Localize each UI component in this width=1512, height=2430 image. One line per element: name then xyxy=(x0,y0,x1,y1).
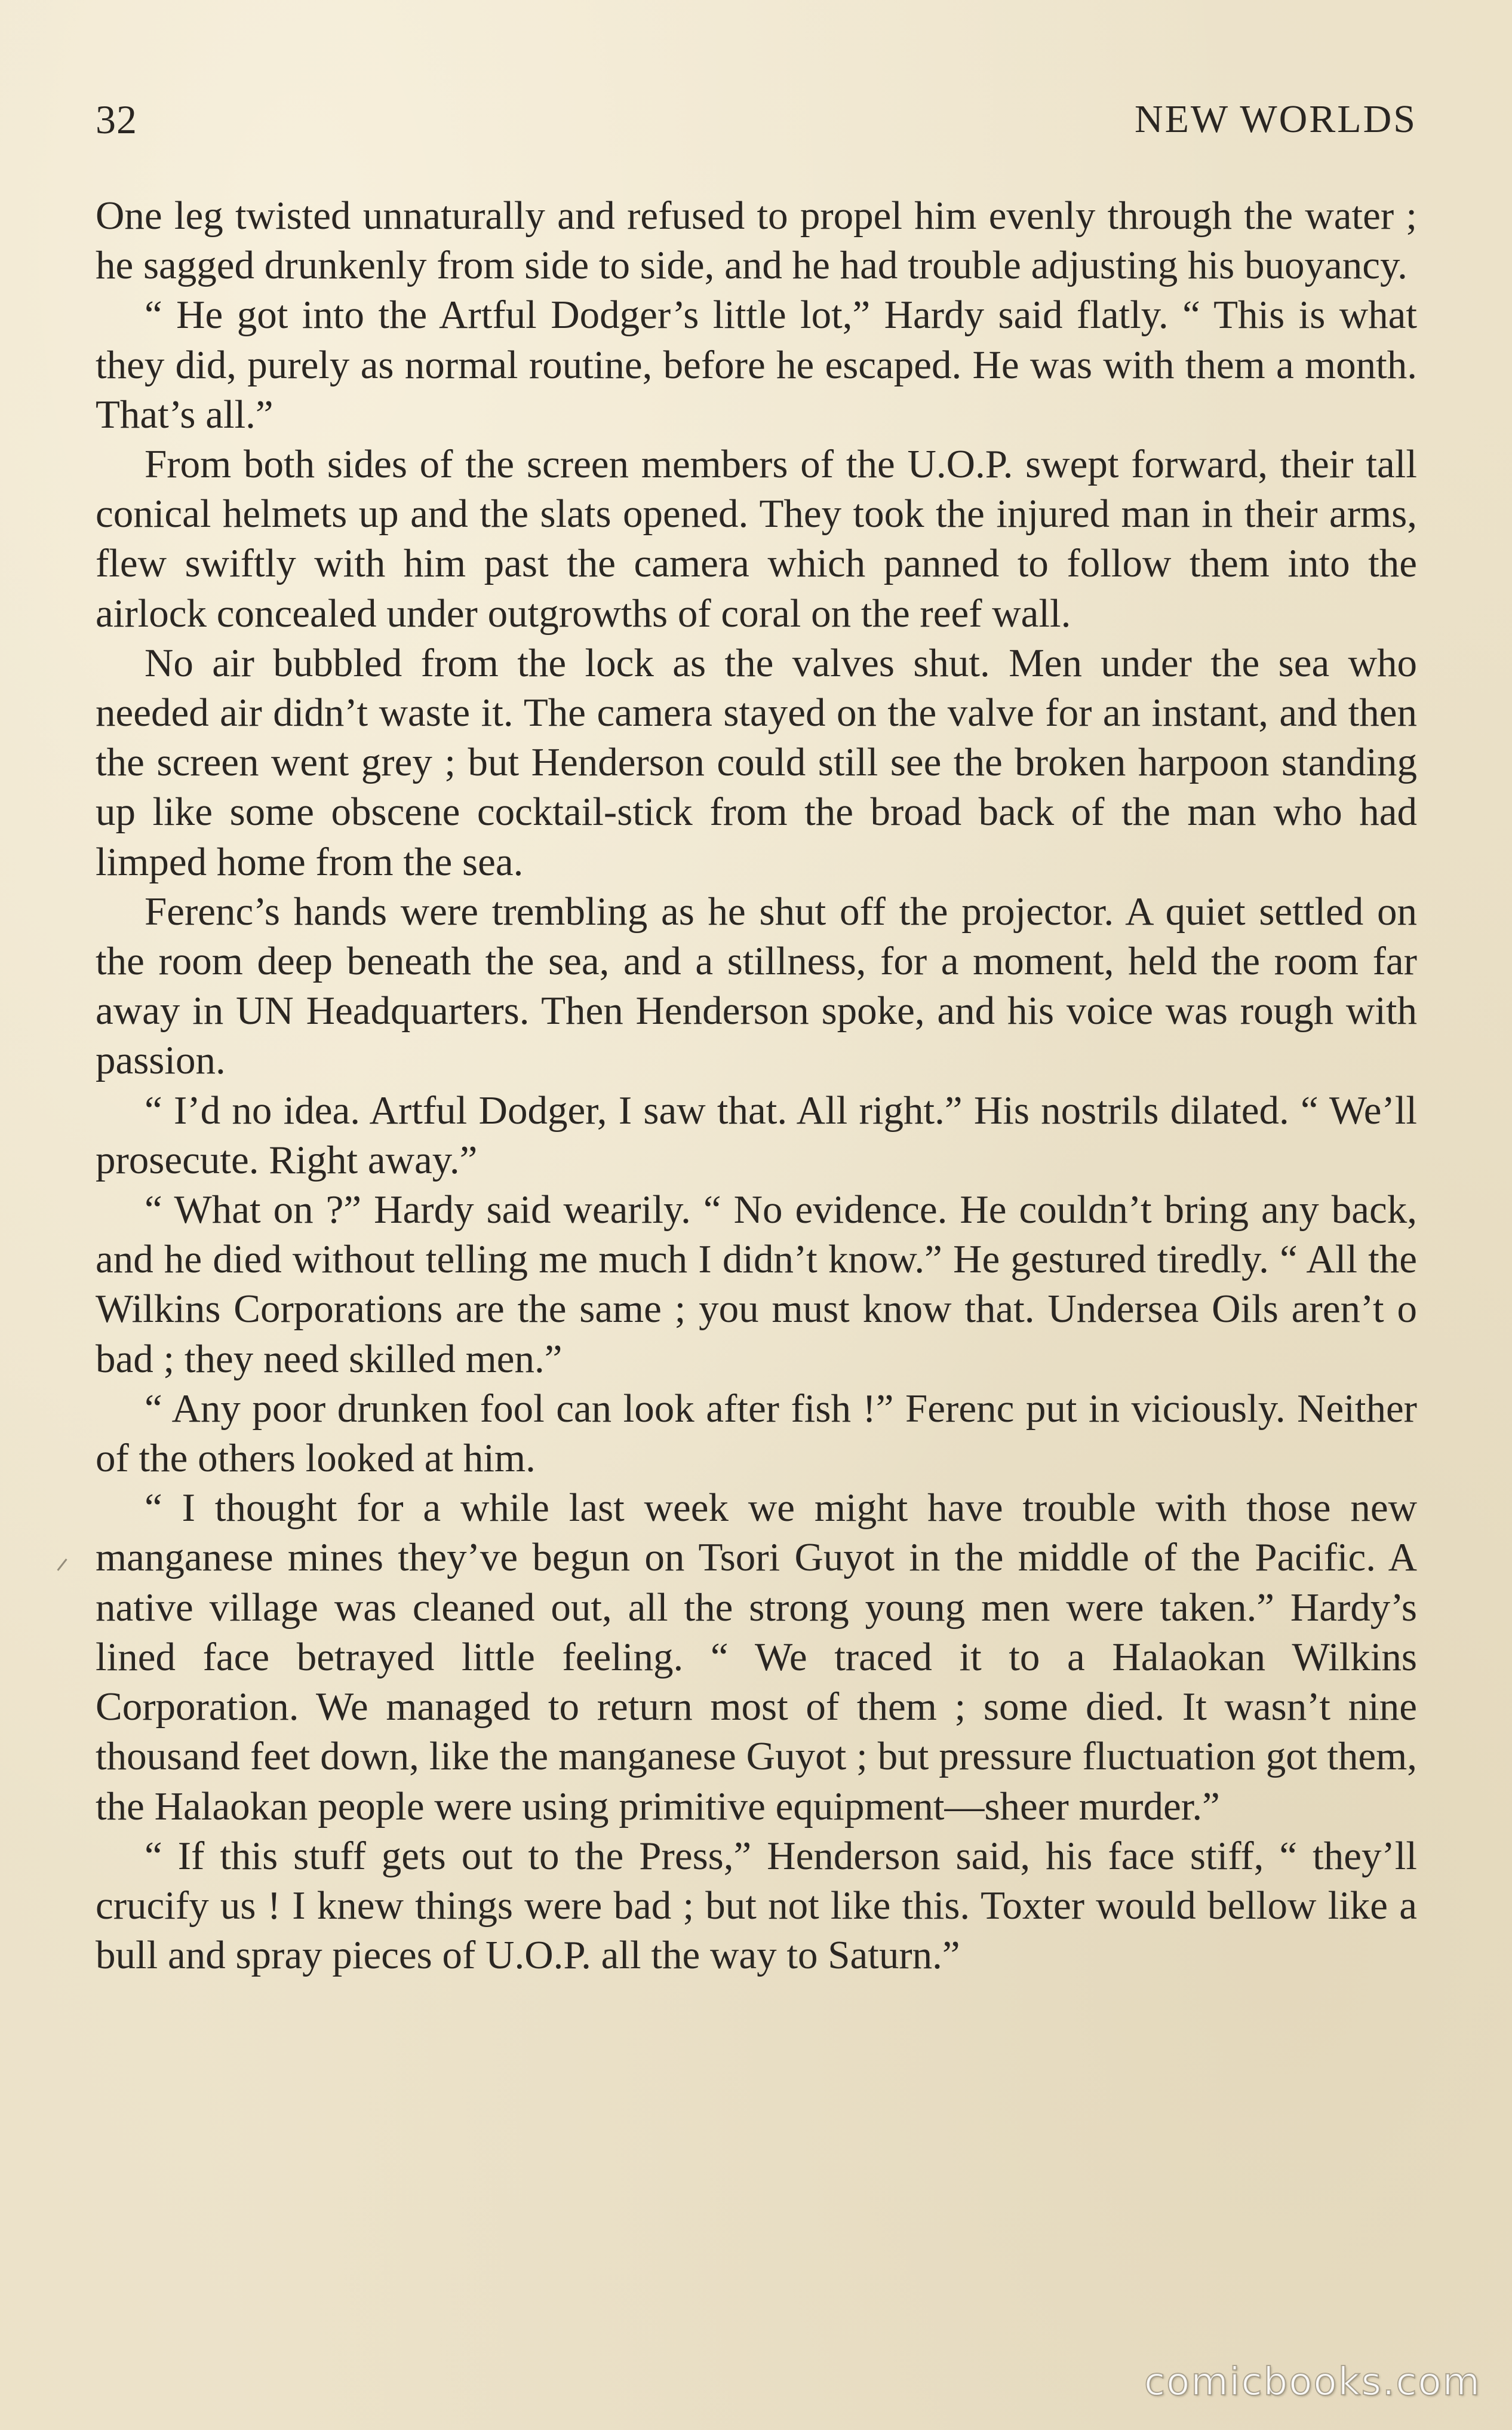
paragraph: Ferenc’s hands were trembling as he shut off the projector. A quiet settled on the room deep beneath the sea, and a stillness, for a moment, held the room far away in UN Headquarters. Then Henderson spoke, and his voice was rough with passion. xyxy=(96,889,1417,1083)
paragraph: “ I’d no idea. Artful Dodger, I saw that. All right.” His nostrils dilated. “ We’ll prosecute. Right away.” xyxy=(96,1088,1417,1182)
page-number: 32 xyxy=(96,97,137,142)
paragraph: “ Any poor drunken fool can look after fish !” Ferenc put in viciously. Neither of the others looked at him. xyxy=(96,1386,1417,1481)
paragraph: “ If this stuff gets out to the Press,” Henderson said, his face stiff, “ they’ll crucify us ! I knew things were bad ; but not like this. Toxter would bellow like a bull and spray pieces of U.O.P. all the way to Saturn.” xyxy=(96,1833,1417,1978)
paragraph: “ He got into the Artful Dodger’s little lot,” Hardy said flatly. “ This is what they did, purely as normal routine, before he escaped. He was with them a month. That’s all.” xyxy=(96,293,1417,437)
text-body xyxy=(96,191,1417,1980)
running-head xyxy=(96,90,1417,149)
paragraph: One leg twisted unnaturally and refused to propel him evenly through the water ; he sagged drunkenly from side to side, and he had trouble adjusting his buoyancy. xyxy=(96,194,1417,288)
journal-title: NEW WORLDS xyxy=(1134,97,1417,141)
paragraph: No air bubbled from the lock as the valves shut. Men under the sea who needed air didn’t waste it. The camera stayed on the valve for an instant, and then the screen went grey ; but Henderson could still see the broken harpoon standing up like some obscene cocktail-stick from the broad back of the man who had limped home from the sea. xyxy=(96,640,1417,884)
stray-ink-mark xyxy=(57,1558,67,1571)
paragraph: “ I thought for a while last week we might have trouble with those new manganese mines they’ve begun on Tsori Guyot in the middle of the Pacific. A native village was cleaned out, all the strong young men were taken.” Hardy’s lined face betrayed little feeling. “ We traced it to a Halaokan Wilkins Corporation. We managed to return most of them ; some died. It wasn’t nine thousand feet down, like the manganese Guyot ; but pressure fluctuation got them, the Halaokan people were using primitive equipment—sheer murder.” xyxy=(96,1486,1417,1828)
source-watermark: comicbooks.com xyxy=(1144,2360,1481,2404)
paragraph: “ What on ?” Hardy said wearily. “ No evidence. He couldn’t bring any back, and he died without telling me much I didn’t know.” He gestured tiredly. “ All the Wilkins Corporations are the same ; you must know that. Undersea Oils aren’t o bad ; they need skilled men.” xyxy=(96,1188,1417,1381)
paragraph: From both sides of the screen members of the U.O.P. swept forward, their tall conical helmets up and the slats opened. They took the injured man in their arms, flew swiftly with him past the camera which panned to follow them into the airlock concealed under outgrowths of coral on the reef wall. xyxy=(96,442,1417,636)
